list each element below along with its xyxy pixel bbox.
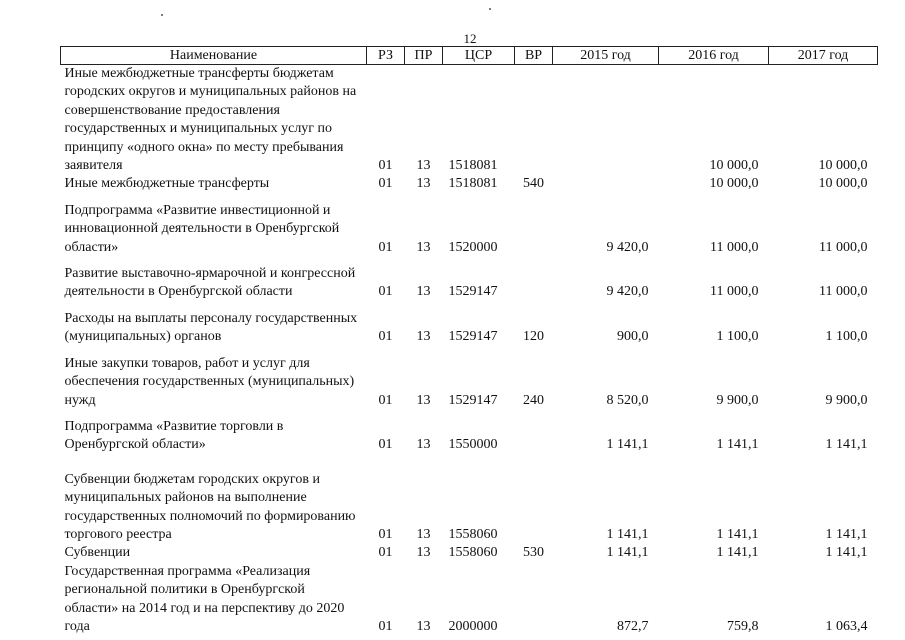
row-2015: 1 141,1	[606, 545, 649, 561]
row-2017: 1 141,1	[825, 545, 868, 561]
row-csr: 1558060	[448, 545, 498, 561]
row-name: Иные межбюджетные трансферты бюджетам городских округов и муниципальных районов на совершенствование предоставления государственных и муниципальных услуг по принципу «одного окна» по месту пребывания заявителя	[64, 66, 357, 174]
row-rz: 01	[378, 176, 393, 192]
row-2016: 11 000,0	[710, 284, 759, 300]
row-rz: 01	[378, 545, 393, 561]
row-name: Иные закупки товаров, работ и услуг для обеспечения государственных (муниципальных) нужд	[64, 355, 355, 408]
row-2016: 1 141,1	[716, 545, 759, 561]
header-vr: ВР	[515, 47, 553, 65]
row-name: Подпрограмма «Развитие инвестиционной и инновационной деятельности в Оренбургской области»	[64, 202, 340, 255]
row-2017: 1 100,0	[825, 329, 868, 345]
row-2015	[553, 65, 659, 176]
row-name: Подпрограмма «Развитие торговли в Оренбургской области»	[64, 418, 284, 453]
row-pr: 13	[416, 526, 431, 542]
row-rz: 01	[378, 284, 393, 300]
row-csr: 1520000	[448, 239, 498, 255]
table-row	[61, 455, 878, 545]
row-pr: 13	[416, 545, 431, 561]
row-2015: 872,7	[617, 618, 649, 634]
table-row	[61, 65, 878, 176]
header-name: Наименование	[61, 47, 367, 65]
row-2016: 1 100,0	[716, 329, 759, 345]
row-2017: 10 000,0	[818, 176, 868, 192]
row-pr: 13	[416, 176, 431, 192]
row-name: Развитие выставочно-ярмарочной и конгрессной деятельности в Оренбургской области	[64, 266, 356, 300]
row-2017: 1 063,4	[825, 618, 868, 634]
row-csr: 1529147	[448, 329, 498, 345]
header-2015: 2015 год	[553, 47, 659, 65]
row-2015: 1 141,1	[606, 437, 649, 453]
header-pr: ПР	[405, 47, 443, 65]
row-2016: 11 000,0	[710, 239, 759, 255]
row-2015	[553, 175, 659, 193]
scan-speck	[161, 14, 163, 16]
table-row	[61, 194, 878, 257]
row-rz: 01	[378, 158, 393, 174]
row-2017: 11 000,0	[819, 239, 868, 255]
row-pr: 13	[416, 239, 431, 255]
row-vr: 530	[523, 545, 544, 561]
row-rz: 01	[378, 239, 393, 255]
row-2015: 1 141,1	[606, 526, 649, 542]
row-vr: 240	[523, 392, 544, 408]
row-name: Расходы на выплаты персоналу государственных (муниципальных) органов	[64, 310, 358, 345]
row-2017: 1 141,1	[825, 437, 868, 453]
row-rz: 01	[378, 437, 393, 453]
row-name: Субвенции бюджетам городских округов и муниципальных районов на выполнение государственных полномочий по формированию торгового реестра	[64, 471, 356, 542]
row-vr	[515, 194, 553, 257]
row-2016: 10 000,0	[709, 158, 759, 174]
header-csr: ЦСР	[443, 47, 515, 65]
header-2017: 2017 год	[769, 47, 878, 65]
row-rz: 01	[378, 526, 393, 542]
row-rz: 01	[378, 618, 393, 634]
header-rz: РЗ	[367, 47, 405, 65]
row-vr: 120	[523, 329, 544, 345]
row-pr: 13	[416, 392, 431, 408]
table-row	[61, 544, 878, 562]
row-vr	[515, 257, 553, 302]
row-vr: 540	[523, 176, 544, 192]
page-number: 12	[463, 31, 477, 46]
row-rz: 01	[378, 392, 393, 408]
row-2016: 9 900,0	[716, 392, 759, 408]
row-2015: 9 420,0	[606, 239, 649, 255]
table-row	[61, 302, 878, 347]
row-csr: 1518081	[448, 158, 498, 174]
header-2016: 2016 год	[659, 47, 769, 65]
row-name: Субвенции	[64, 545, 131, 561]
row-pr: 13	[416, 437, 431, 453]
row-2016: 1 141,1	[716, 437, 759, 453]
row-2016: 759,8	[727, 618, 759, 634]
row-2015: 9 420,0	[606, 284, 649, 300]
row-pr: 13	[416, 158, 431, 174]
row-vr	[515, 563, 553, 637]
row-name: Государственная программа «Реализация региональной политики в Оренбургской области» на 2014 год и на перспективу до 2020 года	[64, 563, 345, 634]
row-pr: 13	[416, 618, 431, 634]
table-row	[61, 347, 878, 410]
row-2017: 1 141,1	[825, 526, 868, 542]
row-csr: 1518081	[448, 176, 498, 192]
budget-table	[60, 46, 878, 636]
scan-speck	[489, 8, 491, 10]
row-2015: 900,0	[617, 329, 649, 345]
row-pr: 13	[416, 284, 431, 300]
table-row	[61, 563, 878, 637]
row-vr	[515, 410, 553, 455]
row-2016: 10 000,0	[709, 176, 759, 192]
row-2017: 11 000,0	[819, 284, 868, 300]
row-pr: 13	[416, 329, 431, 345]
row-vr	[515, 455, 553, 545]
row-csr: 1558060	[448, 526, 498, 542]
row-name: Иные межбюджетные трансферты	[64, 176, 270, 192]
table-row	[61, 175, 878, 193]
row-csr: 1529147	[448, 284, 498, 300]
row-vr	[515, 65, 553, 176]
row-2015: 8 520,0	[606, 392, 649, 408]
table-row	[61, 257, 878, 302]
row-2016: 1 141,1	[716, 526, 759, 542]
row-csr: 2000000	[448, 618, 498, 634]
row-csr: 1529147	[448, 392, 498, 408]
row-2017: 9 900,0	[825, 392, 868, 408]
row-2017: 10 000,0	[818, 158, 868, 174]
table-row	[61, 410, 878, 455]
table-header-row	[61, 47, 878, 65]
row-csr: 1550000	[448, 437, 498, 453]
row-rz: 01	[378, 329, 393, 345]
